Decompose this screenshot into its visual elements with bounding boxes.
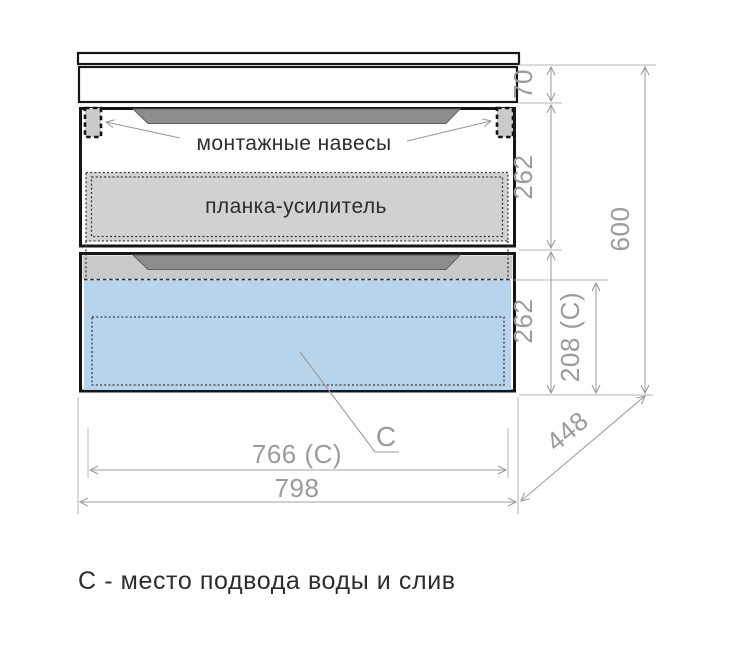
drawer1-handle-recess — [133, 109, 460, 124]
dim-70-label: 70 — [508, 69, 538, 99]
dim-448-line — [521, 396, 645, 501]
water-zone — [84, 280, 511, 391]
mounting-hanger-left — [85, 108, 101, 137]
dim-262-top-label: 262 — [508, 154, 538, 200]
dim-798-label: 798 — [274, 473, 320, 503]
dim-448-label: 448 — [540, 405, 595, 458]
countertop-slab — [78, 53, 519, 64]
drawer2-interior — [83, 241, 513, 452]
reinforcement-plank-label: планка-усилитель — [205, 195, 387, 218]
dim-600-label: 600 — [605, 206, 635, 252]
mounting-hanger-right — [497, 108, 513, 137]
countertop-front — [79, 67, 517, 102]
mounting-hangers-label: монтажные навесы — [196, 132, 392, 155]
dim-766-label: 766 (C) — [251, 439, 343, 469]
dim-262-bottom-label: 262 — [508, 298, 538, 344]
dim-208-label: 208 (C) — [555, 291, 585, 383]
caption-text: С - место подвода воды и слив — [78, 567, 456, 595]
drawer2-handle-recess — [133, 255, 460, 270]
c-marker-label: C — [375, 421, 397, 452]
